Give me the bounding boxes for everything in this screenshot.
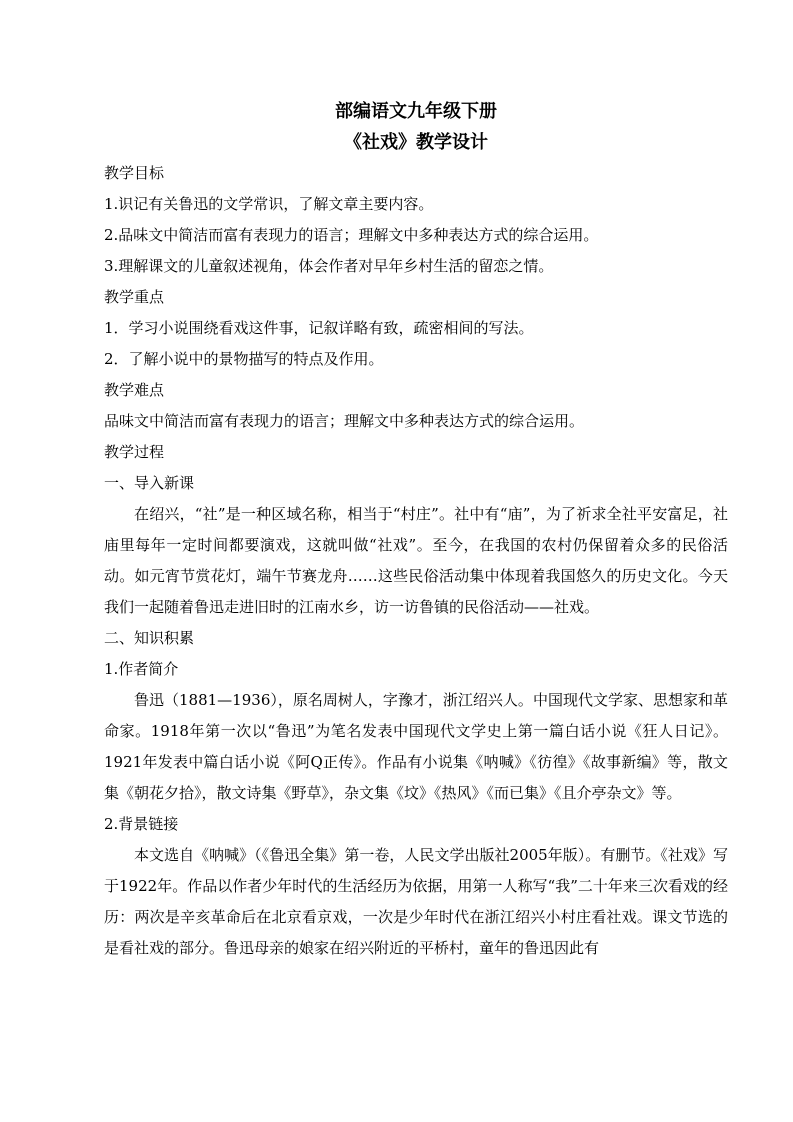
knowledge-heading: 二、知识积累 — [104, 629, 195, 647]
author-heading: 1.作者简介 — [104, 660, 179, 678]
objectives-heading: 教学目标 — [104, 164, 165, 182]
difficulties-text: 品味文中简洁而富有表现力的语言；理解文中多种表达方式的综合运用。 — [104, 412, 585, 430]
document-body — [104, 96, 728, 964]
intro-paragraph: 在绍兴，“社”是一种区域名称，相当于“村庄”。社中有“庙”，为了祈求全社平安富足，社庙里每年一定时间都要演戏，这就叫做“社戏”。至今，在我国的农村仍保留着众多的民俗活动。如元宵节赏花灯，端午节赛龙舟……这些民俗活动集中体现着我国悠久的历史文化。今天我们一起随着鲁迅走进旧时的江南水乡，访一访鲁镇的民俗活动——社戏。 — [104, 505, 728, 616]
intro-heading: 一、导入新课 — [104, 474, 195, 492]
objective-item: 2.品味文中简洁而富有表现力的语言；理解文中多种表达方式的综合运用。 — [104, 226, 599, 244]
objective-item: 1.识记有关鲁迅的文学常识，了解文章主要内容。 — [104, 195, 434, 213]
author-paragraph: 鲁迅（1881—1936），原名周树人，字豫才，浙江绍兴人。中国现代文学家、思想家和革命家。1918年第一次以“鲁迅”为笔名发表中国现代文学史上第一篇白话小说《狂人日记》。1921年发表中篇白话小说《阿Q正传》。作品有小说集《呐喊》《彷徨》《故事新编》等，散文集《朝花夕拾》，散文诗集《野草》，杂文集《坟》《热风》《而已集》《且介亭杂文》等。 — [104, 691, 728, 802]
document-title: 部编语文九年级下册 — [335, 101, 497, 122]
background-paragraph: 本文选自《呐喊》（《鲁迅全集》第一卷，人民文学出版社2005年版）。有删节。《社戏》写于1922年。作品以作者少年时代的生活经历为依据，用第一人称写“我”二十年来三次看戏的经历：两次是辛亥革命后在北京看京戏，一次是少年时代在浙江绍兴小村庄看社戏。课文节选的是看社戏的部分。鲁迅母亲的娘家在绍兴附近的平桥村，童年的鲁迅因此有 — [104, 846, 728, 957]
objective-item: 3.理解课文的儿童叙述视角，体会作者对早年乡村生活的留恋之情。 — [104, 257, 554, 275]
document-subtitle: 《社戏》教学设计 — [344, 132, 488, 153]
difficulties-heading: 教学难点 — [104, 381, 165, 399]
process-heading: 教学过程 — [104, 443, 165, 461]
key-point-item: 2．了解小说中的景物描写的特点及作用。 — [104, 350, 384, 368]
key-points-heading: 教学重点 — [104, 288, 165, 306]
background-heading: 2.背景链接 — [104, 815, 179, 833]
key-point-item: 1．学习小说围绕看戏这件事，记叙详略有致，疏密相间的写法。 — [104, 319, 534, 337]
